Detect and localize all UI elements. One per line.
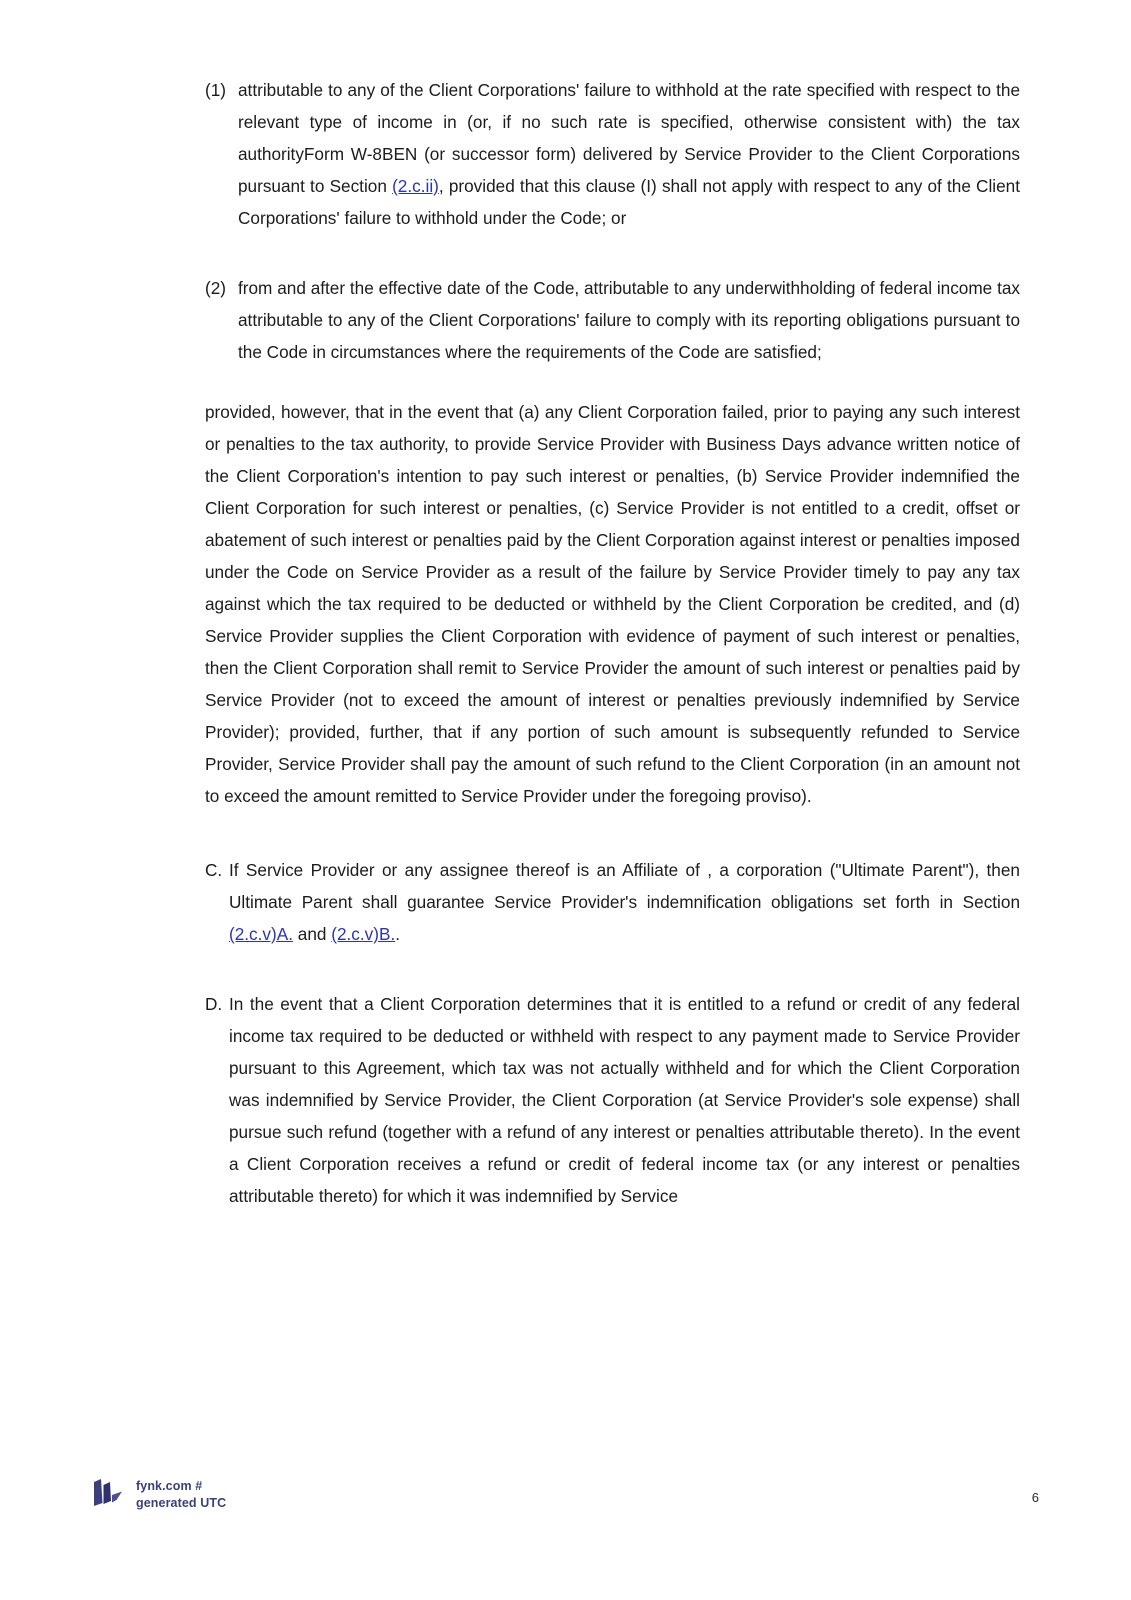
footer-line-2: generated UTC [136,1496,227,1510]
paragraph-d-text: In the event that a Client Corporation determines that it is entitled to a refund or credit of any federal income tax required to be deducted or withheld with respect to any payment made to Service Provider pursuant to this Agreement, which tax was not actually withheld and for which the Client Corporation was indemnified by Service Provider, the Client Corporation (at Service Provider's sole expense) shall pursue such refund (together with a refund of any interest or penalties attributable thereto). In the event a Client Corporation receives a refund or credit of federal income tax (or any interest or penalties attributable thereto) for which it was indemnified by Service [229,994,1020,1206]
page-footer [0,1468,1131,1558]
fynk-logo-icon [92,1476,126,1514]
document-body [205,74,1020,1240]
paragraph-c-text-c: . [395,924,400,944]
paragraph-1-text-b: , provided that this clause (I) shall not apply with respect to any of the Client Corporations' failure to withhold under the Code; or [238,176,1020,228]
paragraph-c [229,854,1020,950]
paragraph-2 [238,272,1020,368]
proviso-paragraph-block [205,396,1020,812]
section-link-2cvb[interactable]: (2.c.v)B. [331,924,396,944]
list-item-1 [205,74,1020,234]
paragraph-c-text-a: If Service Provider or any assignee thereof is an Affiliate of , a corporation ("Ultimate Parent"), then Ultimate Parent shall guarantee Service Provider's indemnification obligations set forth in Section [229,860,1020,912]
paragraph-1 [238,74,1020,234]
paragraph-2-text: from and after the effective date of the Code, attributable to any underwithholding of federal income tax attributable to any of the Client Corporations' failure to comply with its reporting obligations pursuant to the Code in circumstances where the requirements of the Code are satisfied; [238,278,1020,362]
paragraph-1-text-a: attributable to any of the Client Corporations' failure to withhold at the rate specified with respect to the relevant type of income in (or, if no such rate is specified, otherwise consistent with) the tax authorityForm W-8BEN (or successor form) delivered by Service Provider to the Client Corporations pursuant to Section [238,80,1020,196]
list-marker-1: (1) [205,80,227,100]
list-item-2 [205,272,1020,368]
footer-brand [92,1476,226,1514]
list-marker-c: C. [205,860,223,880]
list-marker-2: (2) [205,278,227,298]
list-marker-d: D. [205,994,223,1014]
paragraph-c-text-b: and [292,924,332,944]
section-link-2cva[interactable]: (2.c.v)A. [229,924,293,944]
footer-line-1: fynk.com # [136,1479,203,1493]
list-item-d [205,988,1020,1212]
footer-brand-text [136,1478,226,1512]
proviso-paragraph-text: provided, however, that in the event that (a) any Client Corporation failed, prior to paying any such interest or penalties to the tax authority, to provide Service Provider with Business Days advance written notice of the Client Corporation's intention to pay such interest or penalties, (b) Service Provider indemnified the Client Corporation for such interest or penalties, (c) Service Provider is not entitled to a credit, offset or abatement of such interest or penalties paid by the Client Corporation against interest or penalties imposed under the Code on Service Provider as a result of the failure by Service Provider timely to pay any tax against which the tax required to be deducted or withheld by the Client Corporation be credited, and (d) Service Provider supplies the Client Corporation with evidence of payment of such interest or penalties, then the Client Corporation shall remit to Service Provider the amount of such interest or penalties paid by Service Provider (not to exceed the amount of interest or penalties previously indemnified by Service Provider); provided, further, that if any portion of such amount is subsequently refunded to Service Provider, Service Provider shall pay the amount of such refund to the Client Corporation (in an amount not to exceed the amount remitted to Service Provider under the foregoing proviso). [205,402,1020,806]
section-link-2cii[interactable]: (2.c.ii) [392,176,439,196]
list-item-c [205,854,1020,950]
page-number: 6 [1031,1490,1039,1505]
paragraph-d [229,988,1020,1212]
proviso-paragraph [205,396,1020,812]
